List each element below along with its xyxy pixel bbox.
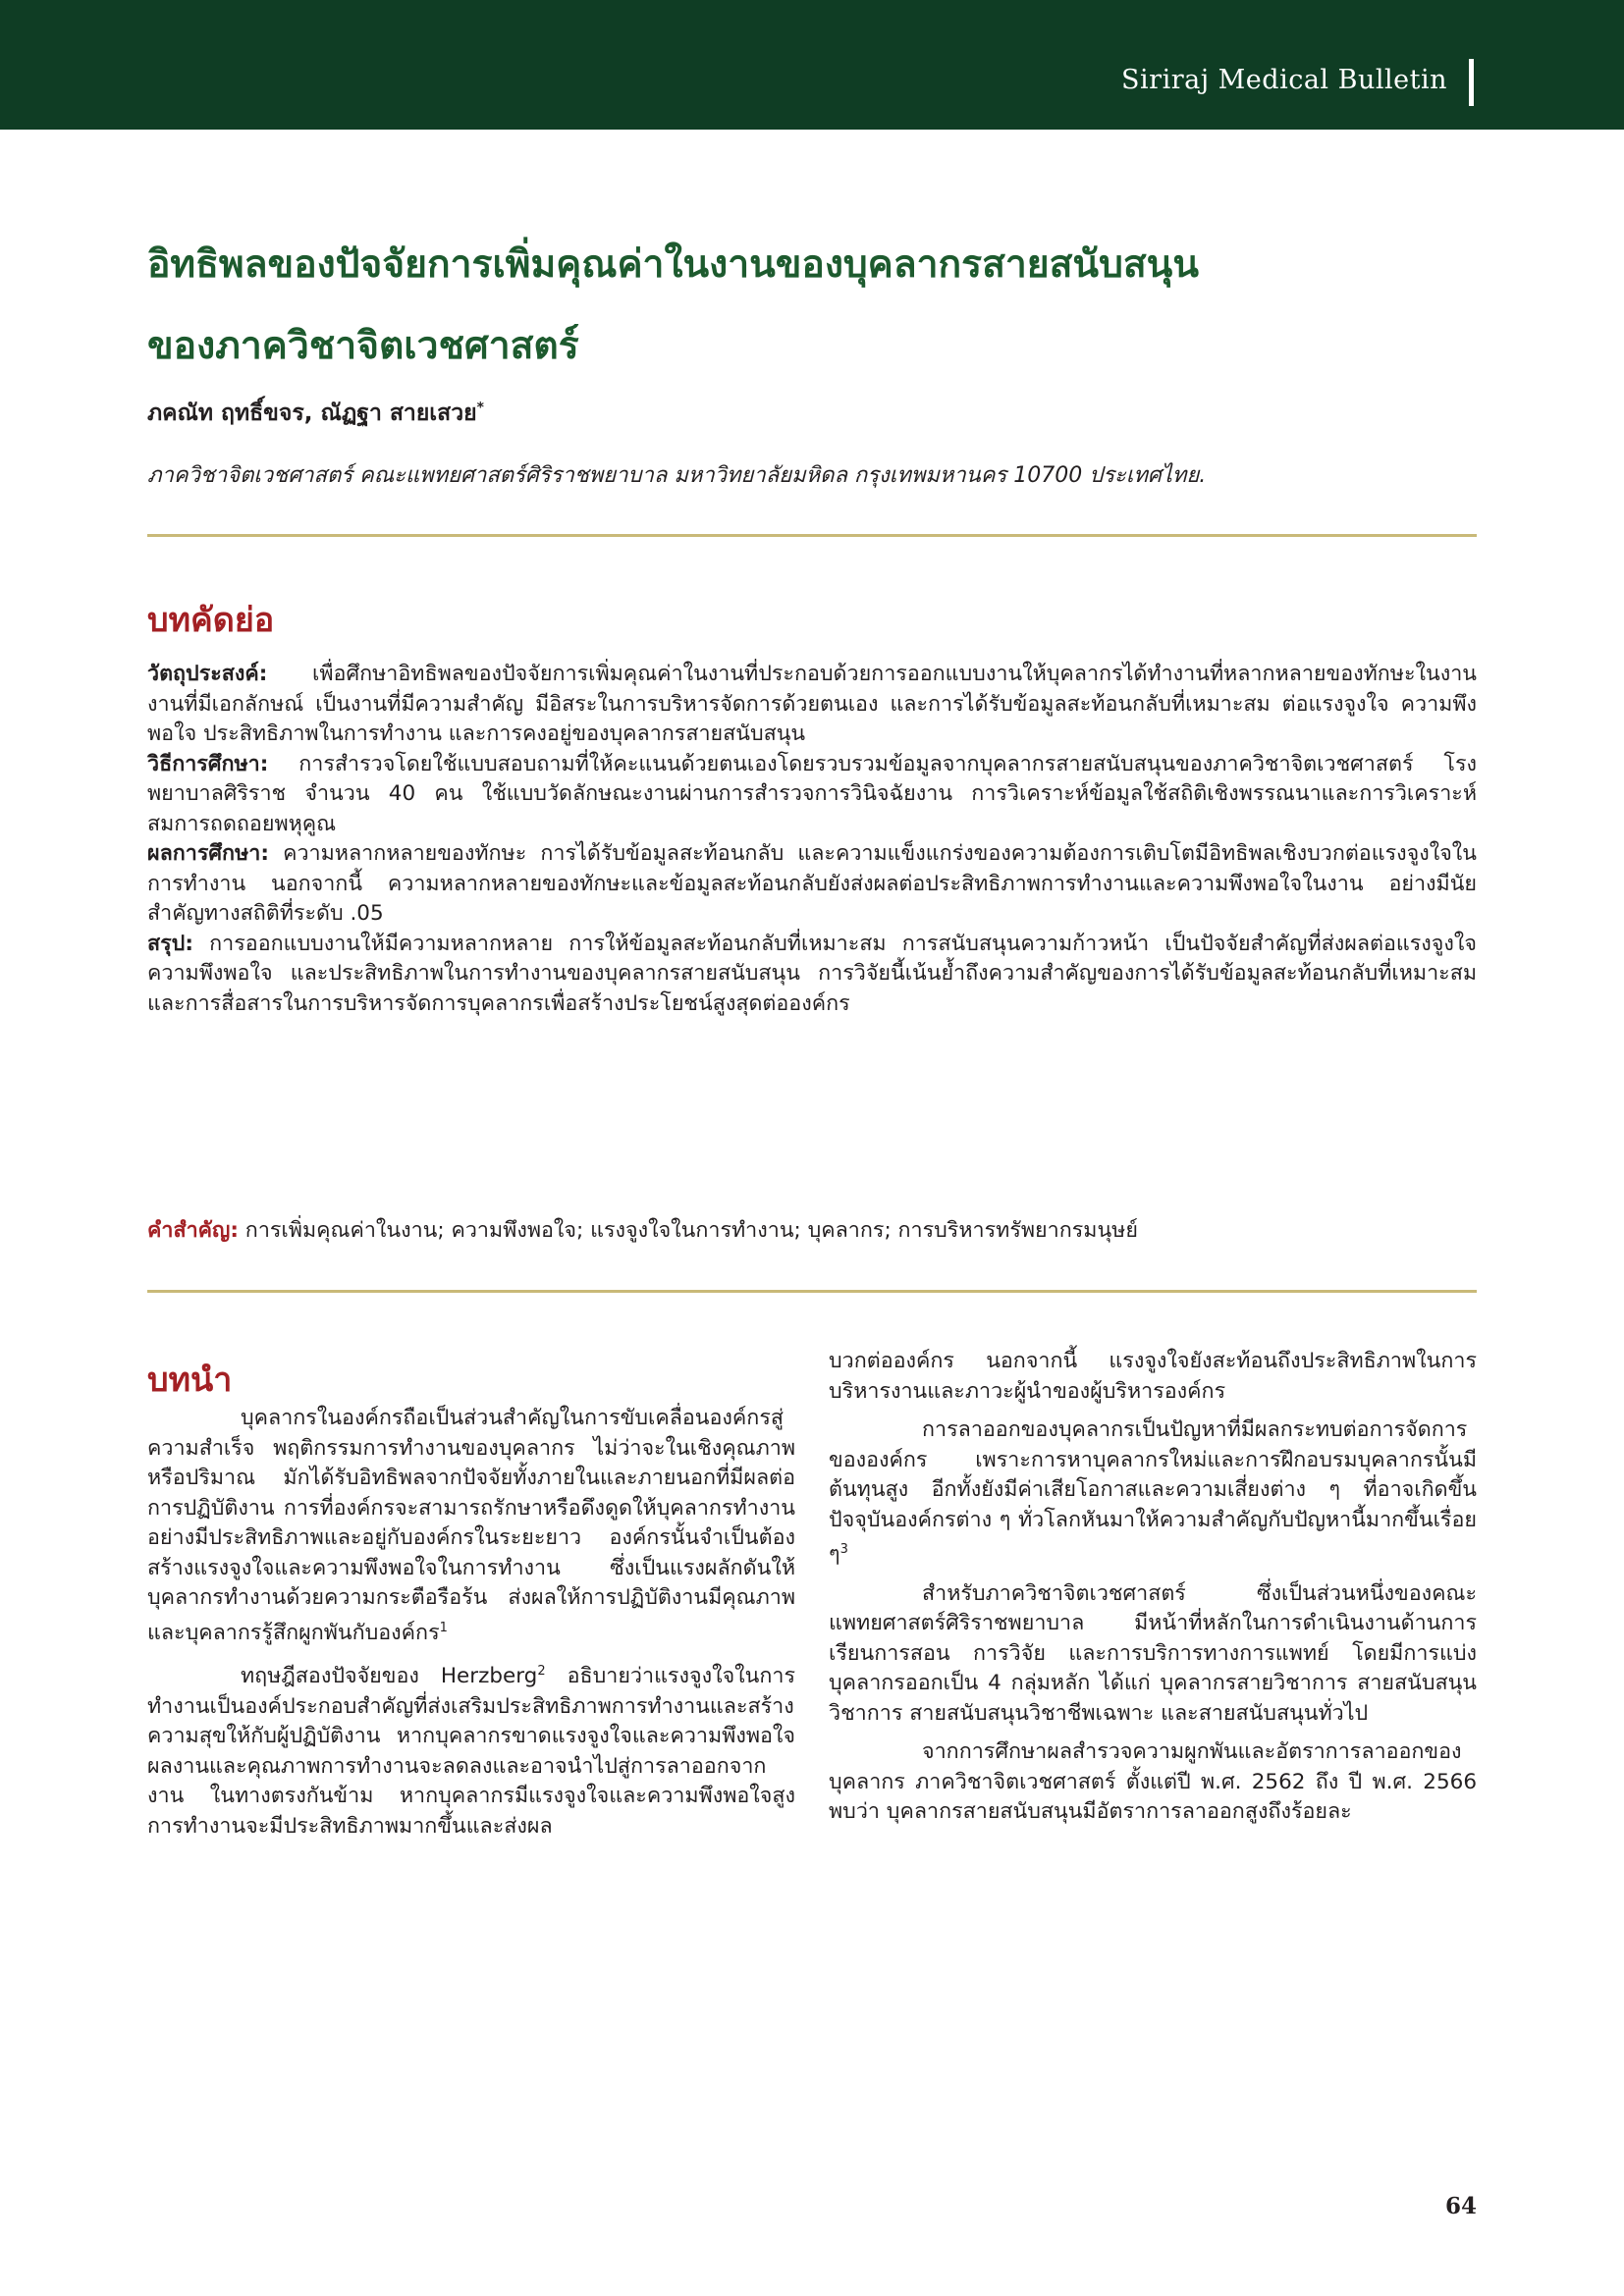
author-affiliation: ภาควิชาจิตเวชศาสตร์ คณะแพทยศาสตร์ศิริราชพยาบาล มหาวิทยาลัยมหิดล กรุงเทพมหานคร 10700 ประเทศไทย. <box>147 463 1207 488</box>
intro-paragraph-5: จากการศึกษาผลสำรวจความผูกพันและอัตราการลาออกของบุคลากร ภาควิชาจิตเวชศาสตร์ ตั้งแต่ปี พ.ศ. 2562 ถึง ปี พ.ศ. 2566 พบว่า บุคลากรสายสนับสนุนมีอัตราการลาออกสูงถึงร้อยละ <box>829 1739 1477 1825</box>
keywords <box>147 1213 1477 1247</box>
keywords-label: คำสำคัญ: <box>147 1218 239 1243</box>
results-label: ผลการศึกษา: <box>147 841 269 866</box>
intro-p1-text: บุคลากรในองค์กรถือเป็นส่วนสำคัญในการขับเคลื่อนองค์กรสู่ความสำเร็จ พฤติกรรมการทำงานของบุคลากร ไม่ว่าจะในเชิงคุณภาพหรือปริมาณ มักได้รับอิทธิพลจากปัจจัยทั้งภายในและภายนอกที่มีผลต่อการปฏิบัติงาน การที่องค์กรจะสามารถรักษาหรือดึงดูดให้บุคลากรทำงานอย่างมีประสิทธิภาพและอยู่กับองค์กรในระยะยาว องค์กรนั้นจำเป็นต้องสร้างแรงจูงใจและความพึงพอใจในการทำงาน ซึ่งเป็นแรงผลักดันให้บุคลากรทำงานด้วยความกระตือรือร้น ส่งผลให้การปฏิบัติงานมีคุณภาพและบุคลากรรู้สึกผูกพันกับองค์กร <box>147 1406 795 1645</box>
citation-2: 2 <box>537 1664 546 1680</box>
abstract-body <box>147 660 1477 1019</box>
intro-left-column <box>147 1404 795 1842</box>
method-text: การสำรวจโดยใช้แบบสอบถามที่ให้คะแนนด้วยตนเองโดยรวบรวมข้อมูลจากบุคลากรสายสนับสนุนของภาควิชาจิตเวชศาสตร์ โรงพยาบาลศิริราช จำนวน 40 คน ใช้แบบวัดลักษณะงานผ่านการสำรวจการวินิจฉัยงาน การวิเคราะห์ข้อมูลใช้สถิติเชิงพรรณนาและการวิเคราะห์สมการถดถอยพหุคูณ <box>147 751 1477 836</box>
intro-r2-text: การลาออกของบุคลากรเป็นปัญหาที่มีผลกระทบต่อการจัดการขององค์กร เพราะการหาบุคลากรใหม่และการฝึกอบรมบุคลากรนั้นมีต้นทุนสูง อีกทั้งยังมีค่าเสียโอกาสและความเสี่ยงต่าง ๆ ที่อาจเกิดขึ้น ปัจจุบันองค์กรต่าง ๆ ทั่วโลกหันมาให้ความสำคัญกับปัญหานี้มากขึ้นเรื่อย ๆ <box>829 1417 1477 1568</box>
abstract-results <box>147 839 1477 930</box>
journal-name: Siriraj Medical Bulletin <box>1121 65 1447 95</box>
title-line-2: ของภาควิชาจิตเวชศาสตร์ <box>147 324 579 368</box>
intro-right-column <box>829 1347 1477 1828</box>
header-divider <box>1469 59 1474 106</box>
intro-p2-rest: อธิบายว่าแรงจูงใจในการทำงานเป็นองค์ประกอบสำคัญที่ส่งเสริมประสิทธิภาพการทำงานและสร้างความสุขให้กับผู้ปฏิบัติงาน หากบุคลากรขาดแรงจูงใจและความพึงพอใจ ผลงานและคุณภาพการทำงานจะลดลงและอาจนำไปสู่การลาออกจากงาน ในทางตรงกันข้าม หากบุคลากรมีแรงจูงใจและความพึงพอใจสูง การทำงานจะมีประสิทธิภาพมากขึ้นและส่งผล <box>147 1664 796 1839</box>
objective-text: เพื่อศึกษาอิทธิพลของปัจจัยการเพิ่มคุณค่าในงานที่ประกอบด้วยการออกแบบงานให้บุคลากรได้ทำงานที่หลากหลายของทักษะในงาน งานที่มีเอกลักษณ์ เป็นงานที่มีความสำคัญ มีอิสระในการบริหารจัดการด้วยตนเอง และการได้รับข้อมูลสะท้อนกลับที่เหมาะสม ต่อแรงจูงใจ ความพึงพอใจ ประสิทธิภาพในการทำงาน และการคงอยู่ของบุคลากรสายสนับสนุน <box>147 662 1477 746</box>
abstract-method <box>147 750 1477 840</box>
corresponding-author-mark: * <box>476 400 484 416</box>
objective-label: วัตถุประสงค์: <box>147 662 268 686</box>
article-title <box>147 224 1483 387</box>
conclusion-label: สรุป: <box>147 931 193 956</box>
divider-top <box>147 534 1477 537</box>
divider-bottom <box>147 1290 1477 1293</box>
method-label: วิธีการศึกษา: <box>147 751 269 776</box>
citation-1: 1 <box>439 1620 448 1635</box>
intro-paragraph-4: สำหรับภาควิชาจิตเวชศาสตร์ ซึ่งเป็นส่วนหนึ่งของคณะแพทยศาสตร์ศิริราชพยาบาล มีหน้าที่หลักในการดำเนินงานด้านการเรียนการสอน การวิจัย และการบริการทางการแพทย์ โดยมีการแบ่งบุคลากรออกเป็น 4 กลุ่มหลัก ได้แก่ บุคลากรสายวิชาการ สายสนับสนุนวิชาการ สายสนับสนุนวิชาชีพเฉพาะ และสายสนับสนุนทั่วไป <box>829 1580 1477 1726</box>
abstract-heading: บทคัดย่อ <box>147 601 275 640</box>
page-number: 64 <box>1444 2193 1477 2219</box>
intro-paragraph-1 <box>147 1404 795 1648</box>
abstract-conclusion <box>147 930 1477 1020</box>
intro-paragraph-2 <box>147 1657 795 1842</box>
intro-p2-start: ทฤษฎีสองปัจจัยของ Herzberg <box>241 1664 538 1689</box>
conclusion-text: การออกแบบงานให้มีความหลากหลาย การให้ข้อมูลสะท้อนกลับที่เหมาะสม การสนับสนุนความก้าวหน้า เป็นปัจจัยสำคัญที่ส่งผลต่อแรงจูงใจ ความพึงพอใจ และประสิทธิภาพในการทำงานของบุคลากรสายสนับสนุน การวิจัยนี้เน้นย้ำถึงความสำคัญของการได้รับข้อมูลสะท้อนกลับที่เหมาะสมและการสื่อสารในการบริหารจัดการบุคลากรเพื่อสร้างประโยชน์สูงสุดต่อองค์กร <box>147 931 1477 1016</box>
intro-paragraph-3 <box>829 1415 1477 1571</box>
author-names: ภคณัท ฤทธิ์ขจร, ณัฏฐา สายเสวย <box>147 400 477 426</box>
keywords-text: การเพิ่มคุณค่าในงาน; ความพึงพอใจ; แรงจูงใจในการทำงาน; บุคลากร; การบริหารทรัพยากรมนุษย์ <box>244 1218 1138 1243</box>
results-text: ความหลากหลายของทักษะ การได้รับข้อมูลสะท้อนกลับ และความแข็งแกร่งของความต้องการเติบโตมีอิทธิพลเชิงบวกต่อแรงจูงใจในการทำงาน นอกจากนี้ ความหลากหลายของทักษะและข้อมูลสะท้อนกลับยังส่งผลต่อประสิทธิภาพการทำงานและความพึงพอใจในงาน อย่างมีนัยสำคัญทางสถิติที่ระดับ .05 <box>147 841 1478 926</box>
citation-3: 3 <box>839 1542 848 1557</box>
abstract-objective <box>147 660 1477 750</box>
title-line-1: อิทธิพลของปัจจัยการเพิ่มคุณค่าในงานของบุคลากรสายสนับสนุน <box>147 242 1199 287</box>
intro-right-continuation: บวกต่อองค์กร นอกจากนี้ แรงจูงใจยังสะท้อนถึงประสิทธิภาพในการบริหารงานและภาวะผู้นำของผู้บริหารองค์กร <box>829 1349 1477 1404</box>
intro-heading: บทนำ <box>147 1361 233 1400</box>
journal-header-bar <box>0 0 1624 130</box>
author-list <box>147 396 484 431</box>
